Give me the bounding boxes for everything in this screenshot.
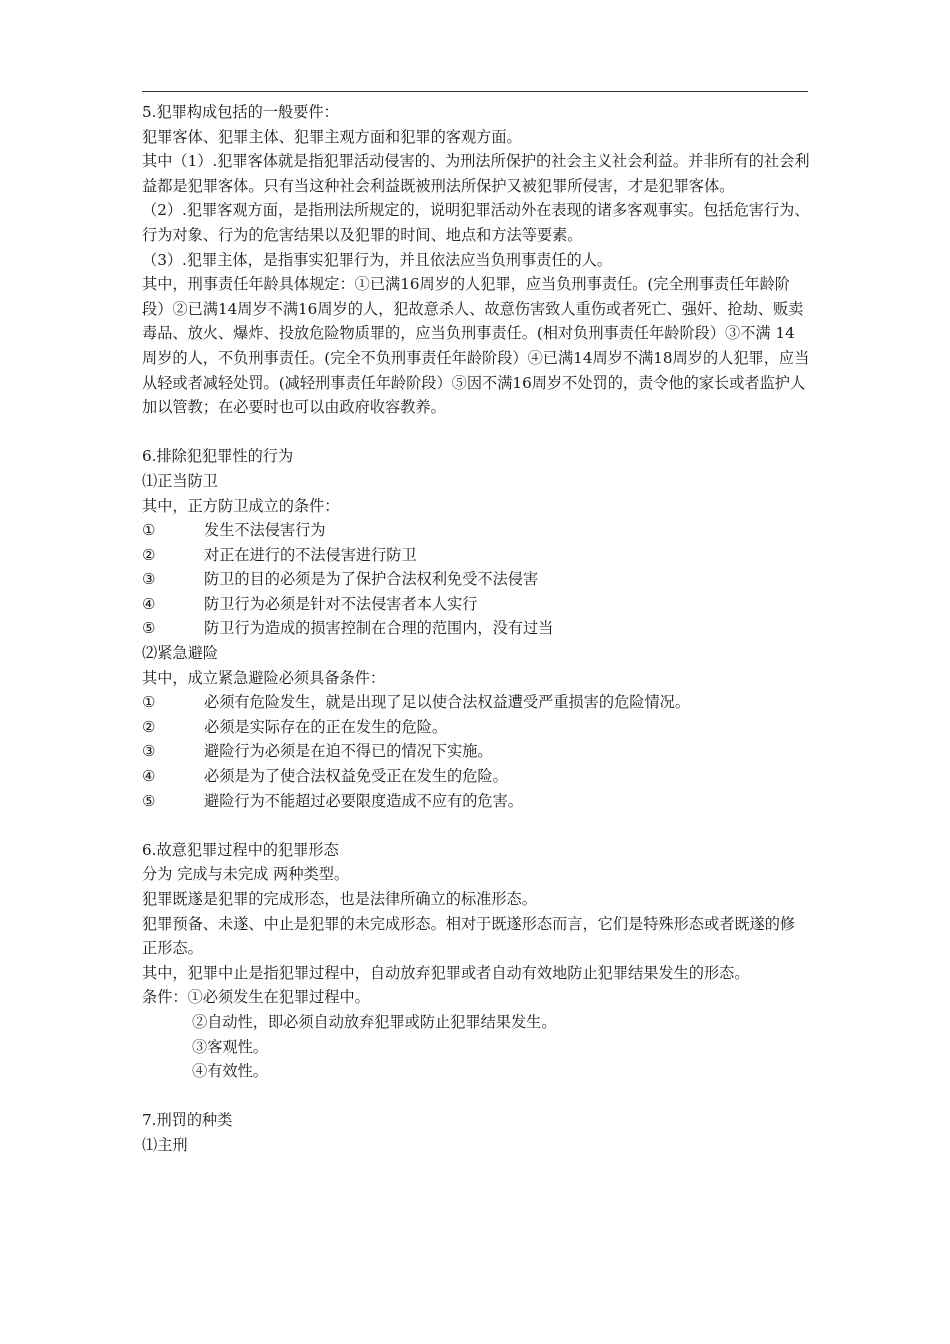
condition-item: ②自动性，即必须自动放弃犯罪或防止犯罪结果发生。 xyxy=(192,1012,557,1031)
list-item xyxy=(142,616,810,641)
list-item xyxy=(142,715,810,740)
section-5-intro: 犯罪客体、犯罪主体、犯罪主观方面和犯罪的客观方面。 xyxy=(142,127,522,146)
spacer xyxy=(142,420,810,445)
list-number: ② xyxy=(142,717,156,736)
list-text: 避险行为不能超过必要限度造成不应有的危害。 xyxy=(204,791,523,810)
list-number: ⑤ xyxy=(142,619,156,638)
self-defense-heading: ⑴正当防卫 xyxy=(142,471,218,490)
list-number: ③ xyxy=(142,742,156,761)
spacer xyxy=(142,1084,810,1109)
self-defense-list xyxy=(142,518,810,641)
top-rule xyxy=(142,91,808,92)
section-5-title: 5.犯罪构成包括的一般要件： xyxy=(142,103,339,121)
list-text: 发生不法侵害行为 xyxy=(204,521,326,540)
list-text: 必须有危险发生，就是出现了足以使合法权益遭受严重损害的危险情况。 xyxy=(204,693,690,712)
document-body xyxy=(142,100,810,1158)
condition-item: ④有效性。 xyxy=(192,1062,268,1081)
list-item xyxy=(142,690,810,715)
list-number: ② xyxy=(142,545,156,564)
self-defense-intro: 其中，正方防卫成立的条件： xyxy=(142,496,340,515)
section-6a-title: 6.排除犯犯罪性的行为 xyxy=(142,447,294,466)
list-text: 防卫的目的必须是为了保护合法权利免受不法侵害 xyxy=(204,570,539,589)
necessity-intro: 其中，成立紧急避险必须具备条件： xyxy=(142,668,385,687)
section-6b-line-4: 其中，犯罪中止是指犯罪过程中，自动放弃犯罪或者自动有效地防止犯罪结果发生的形态。 xyxy=(142,963,750,982)
list-item xyxy=(142,789,810,814)
list-text: 必须是为了使合法权益免受正在发生的危险。 xyxy=(204,767,508,786)
list-item xyxy=(142,592,810,617)
list-item xyxy=(142,739,810,764)
list-number: ④ xyxy=(142,767,156,786)
list-text: 对正在进行的不法侵害进行防卫 xyxy=(204,545,417,564)
section-5-p3: （3）.犯罪主体，是指事实犯罪行为，并且依法应当负刑事责任的人。 xyxy=(142,250,613,269)
list-number: ① xyxy=(142,693,156,712)
condition-item: ③客观性。 xyxy=(192,1037,268,1056)
list-text: 避险行为必须是在迫不得已的情况下实施。 xyxy=(204,742,493,761)
spacer xyxy=(142,813,810,838)
necessity-list xyxy=(142,690,810,813)
necessity-heading: ⑵紧急避险 xyxy=(142,644,218,663)
list-item xyxy=(142,567,810,592)
section-5-p1: 其中（1）.犯罪客体就是指犯罪活动侵害的、为刑法所保护的社会主义社会利益。并非所有的社会利益都是犯罪客体。只有当这种社会利益既被刑法所保护又被犯罪所侵害，才是犯罪客体。 xyxy=(142,152,810,195)
list-text: 必须是实际存在的正在发生的危险。 xyxy=(204,717,447,736)
list-number: ⑤ xyxy=(142,791,156,810)
list-number: ① xyxy=(142,521,156,540)
conditions-label: 条件：①必须发生在犯罪过程中。 xyxy=(142,988,370,1007)
list-item xyxy=(142,543,810,568)
list-item xyxy=(142,764,810,789)
section-5-p4: 其中，刑事责任年龄具体规定：①已满16周岁的人犯罪，应当负刑事责任。(完全刑事责任年龄阶段）②已满14周岁不满16周岁的人，犯故意杀人、故意伤害致人重伤或者死亡、强奸、抢劫、贩卖毒品、放火、爆炸、投放危险物质罪的，应当负刑事责任。(相对负刑事责任年龄阶段）③不满 14 周岁的人，不负刑事责任。(完全不负刑事责任年龄阶段）④已满14周岁不满18周岁的人犯罪，应当从轻或者减轻处罚。(减轻刑事责任年龄阶段）⑤因不满16周岁不处罚的，责令他的家长或者监护人加以管教；在必要时也可以由政府收容教养。 xyxy=(142,275,810,417)
section-6b-line-3: 犯罪预备、未遂、中止是犯罪的未完成形态。相对于既遂形态而言，它们是特殊形态或者既遂的修正形态。 xyxy=(142,914,796,958)
section-5-p2: （2）.犯罪客观方面，是指刑法所规定的，说明犯罪活动外在表现的诸多客观事实。包括危害行为、行为对象、行为的危害结果以及犯罪的时间、地点和方法等要素。 xyxy=(142,201,810,244)
list-text: 防卫行为必须是针对不法侵害者本人实行 xyxy=(204,594,478,613)
section-6b-line-1: 分为 完成与未完成 两种类型。 xyxy=(142,865,350,884)
section-6b-line-2: 犯罪既遂是犯罪的完成形态，也是法律所确立的标准形态。 xyxy=(142,890,537,908)
principal-penalty-heading: ⑴主刑 xyxy=(142,1135,188,1154)
section-7-title: 7.刑罚的种类 xyxy=(142,1111,233,1130)
section-6b-title: 6.故意犯罪过程中的犯罪形态 xyxy=(142,840,339,859)
list-number: ④ xyxy=(142,594,156,613)
list-number: ③ xyxy=(142,570,156,589)
list-item xyxy=(142,518,810,543)
list-text: 防卫行为造成的损害控制在合理的范围内，没有过当 xyxy=(204,619,554,638)
